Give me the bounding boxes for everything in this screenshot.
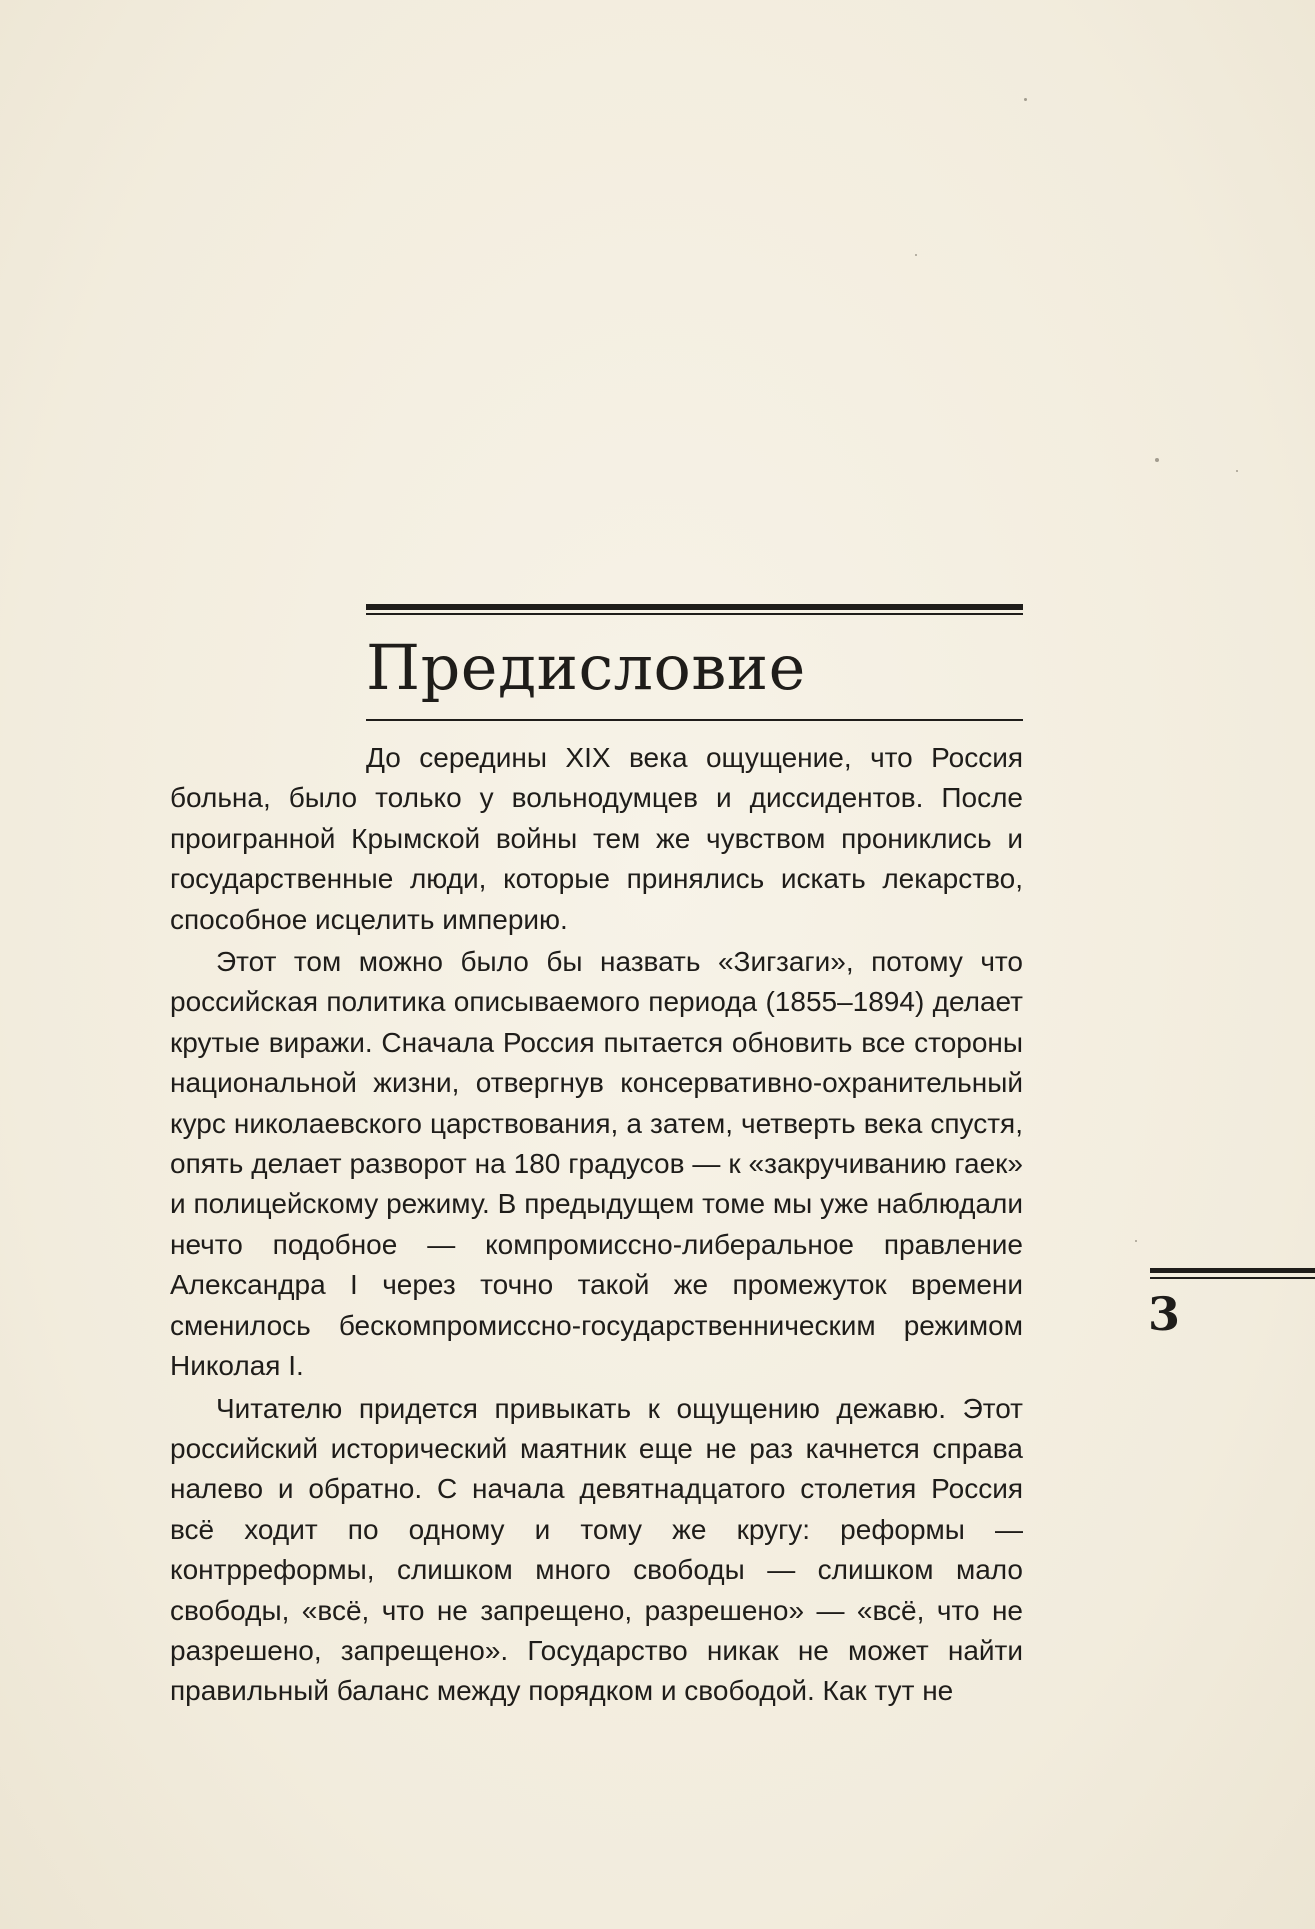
paper-speck (1236, 470, 1238, 472)
title-top-rule-thin (366, 613, 1023, 615)
paragraph-3: Читателю придется привыкать к ощущению дежавю. Этот российский исторический маятник еще не раз качнется справа налево и обратно. С начала девятнадцатого столетия Россия всё ходит по одному и тому же кругу: реформы — контрреформы, слишком много свободы — слишком мало свободы, «всё, что не запрещено, разрешено» — «всё, что не разрешено, запрещено». Государство никак не может найти правильный баланс между порядком и свободой. Как тут не (170, 1392, 1023, 1707)
folio-rule-thick (1150, 1268, 1315, 1273)
page-number: 3 (1148, 1287, 1181, 1341)
paragraph-2: Этот том можно было бы назвать «Зигзаги», потому что российская политика описываемого периода (1855–1894) делает крутые виражи. Сначала Россия пытается обновить все стороны национальной жизни, отвергнув консервативно-охранительный курс николаевского царствования, а затем, четверть века спустя, опять делает разворот на 180 градусов — к «закручиванию гаек» и полицейскому режиму. В предыдущем томе мы уже наблюдали нечто подобное — компромиссно-либеральное правление Александра I через точно такой же промежуток времени сменилось бескомпромиссно-государственническим режимом Николая I. (170, 946, 1023, 1382)
paragraph-1: До середины XIX века ощущение, что Россия больна, было только у вольнодумцев и диссидентов. После проигранной Крымской войны тем же чувством прониклись и государственные люди, которые принялись искать лекарство, способное исцелить империю. (170, 742, 1023, 935)
title-top-rule-thick (366, 604, 1023, 610)
paper-speck (1155, 458, 1159, 462)
paper-speck (1024, 98, 1027, 101)
paper-speck (1135, 1240, 1137, 1242)
title-bottom-rule (366, 719, 1023, 721)
paper-speck (915, 254, 917, 256)
body-text (170, 738, 1023, 1714)
chapter-title: Предисловие (366, 631, 806, 704)
folio-rule-thin (1150, 1277, 1315, 1279)
